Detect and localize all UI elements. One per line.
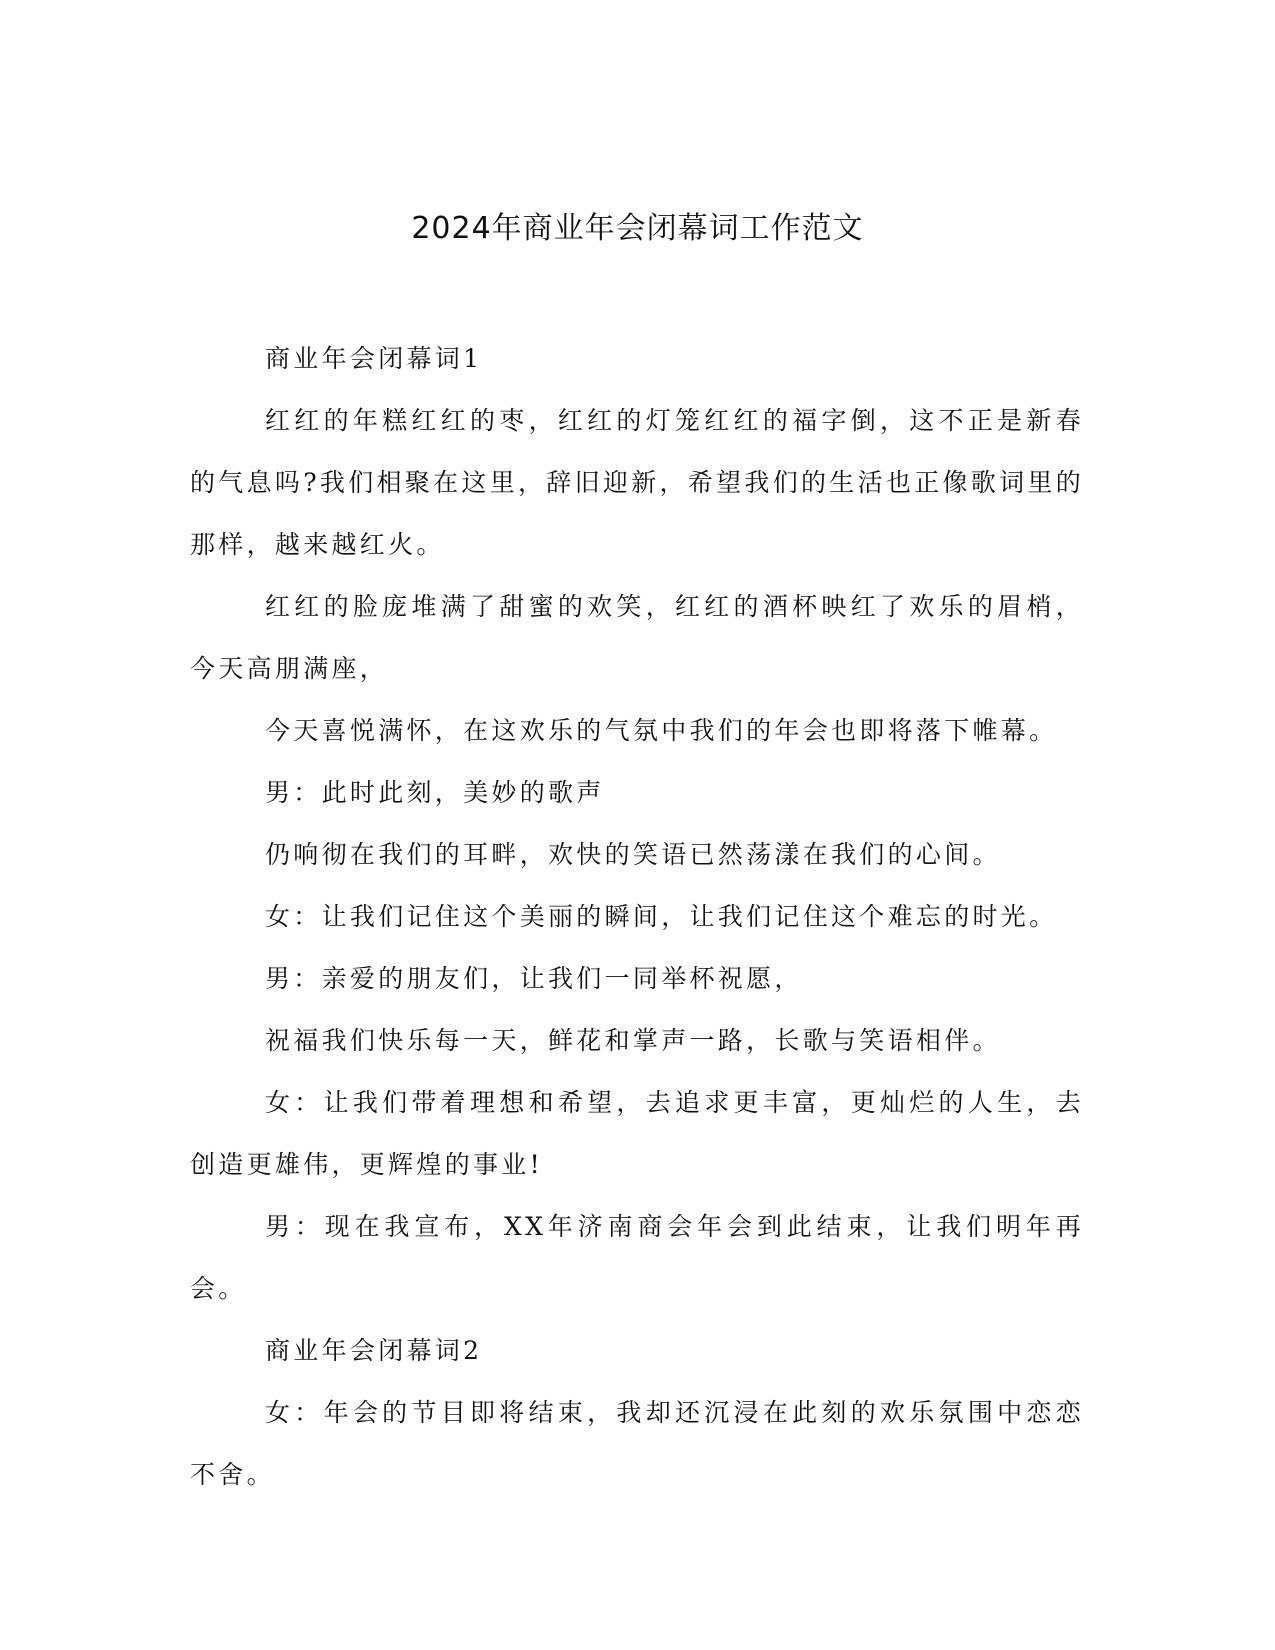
paragraph: 男：此时此刻，美妙的歌声 (265, 778, 605, 807)
paragraph: 女：让我们记住这个美丽的瞬间，让我们记住这个难忘的时光。 (265, 902, 1058, 931)
section-heading-1: 商业年会闭幕词1 (265, 344, 483, 373)
document-body (190, 328, 1084, 1506)
paragraph: 男：现在我宣布，XX年济南商会年会到此结束，让我们明年再会。 (190, 1212, 1084, 1303)
paragraph: 仍响彻在我们的耳畔，欢快的笑语已然荡漾在我们的心间。 (265, 840, 1001, 869)
section-heading-2: 商业年会闭幕词2 (265, 1336, 483, 1365)
paragraph: 男：亲爱的朋友们，让我们一同举杯祝愿， (265, 964, 803, 993)
paragraph: 红红的脸庞堆满了甜蜜的欢笑，红红的酒杯映红了欢乐的眉梢，今天高朋满座， (190, 592, 1084, 683)
paragraph: 祝福我们快乐每一天，鲜花和掌声一路，长歌与笑语相伴。 (265, 1026, 1001, 1055)
paragraph: 今天喜悦满怀，在这欢乐的气氛中我们的年会也即将落下帷幕。 (265, 716, 1058, 745)
paragraph: 女：让我们带着理想和希望，去追求更丰富，更灿烂的人生，去创造更雄伟，更辉煌的事业! (190, 1088, 1084, 1179)
document-title: 2024年商业年会闭幕词工作范文 (411, 211, 864, 246)
paragraph: 红红的年糕红红的枣，红红的灯笼红红的福字倒，这不正是新春的气息吗?我们相聚在这里，辞旧迎新，希望我们的生活也正像歌词里的那样，越来越红火。 (190, 406, 1085, 559)
paragraph: 女：年会的节目即将结束，我却还沉浸在此刻的欢乐氛围中恋恋不舍。 (190, 1398, 1084, 1489)
